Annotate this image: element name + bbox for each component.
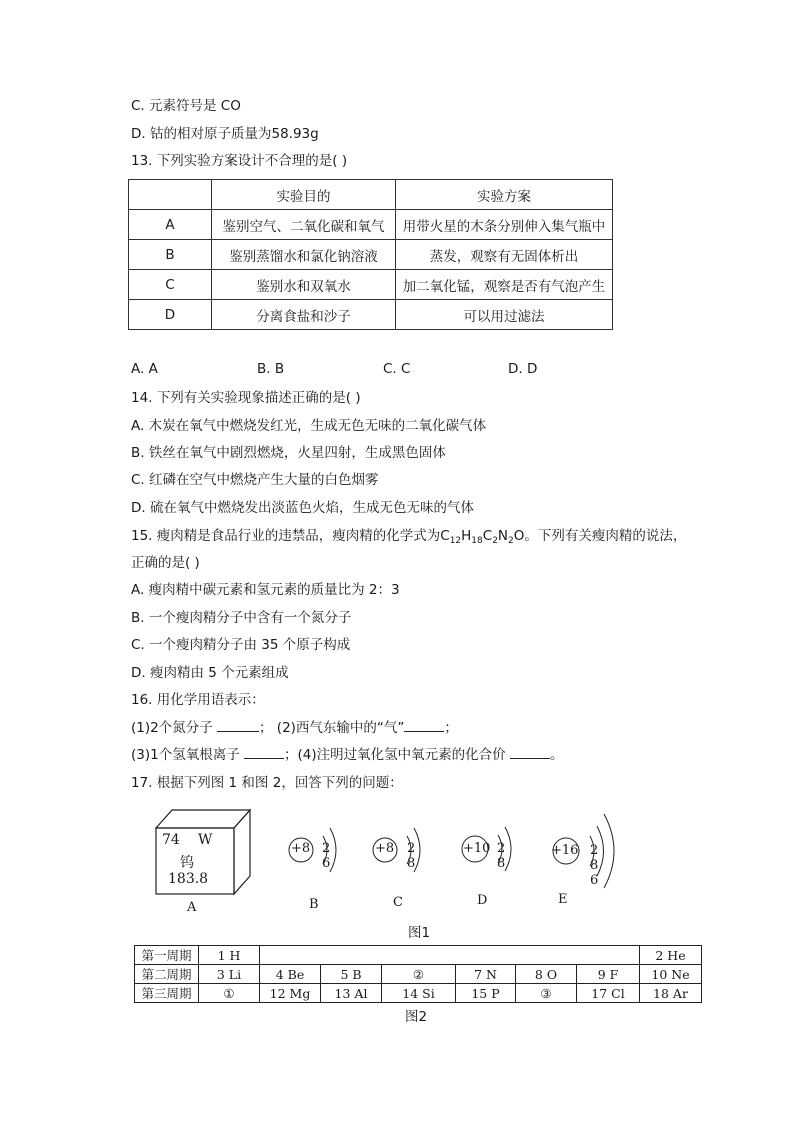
electron-shells: 2 6 [322, 841, 331, 871]
q12-option-d: D. 钴的相对原子质量为58.93g [131, 126, 319, 142]
q14-option-a: A. 木炭在氧气中燃烧发红光，生成无色无味的二氧化碳气体 [131, 418, 487, 434]
table-row [129, 210, 613, 240]
element-cell: 9 F [577, 965, 640, 984]
table-header-cell: 实验方案 [396, 180, 613, 210]
label-e: E [558, 892, 568, 907]
q16-line2: (3)1个氢氧根离子 ；(4)注明过氧化氢中氧元素的化合价 。 [131, 747, 564, 763]
element-cell: 8 O [516, 965, 577, 984]
label-b: B [309, 897, 319, 912]
q17-stem: 17. 根据下列图 1 和图 2，回答下列的问题： [131, 775, 403, 791]
q16-line1: (1)2个氮分子 ； (2)西气东输中的“气” ； [131, 720, 458, 736]
answer-blank[interactable] [217, 719, 259, 732]
element-cell: ③ [516, 984, 577, 1003]
table-cell: 蒸发，观察有无固体析出 [396, 240, 613, 270]
element-cell: ① [199, 984, 260, 1003]
element-name: 钨 [180, 855, 194, 871]
option-a: A. A [131, 361, 158, 377]
element-cell: ② [382, 965, 456, 984]
element-cell: 2 He [640, 946, 702, 965]
table-cell: 鉴别蒸馏水和氯化钠溶液 [212, 240, 396, 270]
electron-shells: 2 8 [497, 841, 506, 871]
element-cell: 12 Mg [260, 984, 321, 1003]
table-row [129, 300, 613, 330]
element-cell: 10 Ne [640, 965, 702, 984]
atomic-mass: 183.8 [168, 871, 209, 887]
q14-option-b: B. 铁丝在氧气中剧烈燃烧，火星四射，生成黑色固体 [131, 445, 446, 461]
q13-stem: 13. 下列实验方案设计不合理的是( ) [131, 153, 348, 169]
q14-option-c: C. 红磷在空气中燃烧产生大量的白色烟雾 [131, 472, 379, 488]
table-row [135, 946, 702, 965]
figure-2-caption: 图2 [405, 1009, 428, 1025]
periodic-table-excerpt [134, 945, 702, 1003]
q14-stem: 14. 下列有关实验现象描述正确的是( ) [131, 390, 361, 406]
q14-option-d: D. 硫在氧气中燃烧发出淡蓝色火焰，生成无色无味的气体 [131, 500, 474, 516]
table-cell: 加二氧化锰，观察是否有气泡产生 [396, 270, 613, 300]
nucleus-charge: +10 [463, 841, 491, 856]
atomic-number: 74 [162, 832, 180, 848]
element-cell: 4 Be [260, 965, 321, 984]
table-row [135, 965, 702, 984]
empty-cell [260, 946, 640, 965]
element-cell: 13 Al [321, 984, 382, 1003]
table-header-cell: 实验目的 [212, 180, 396, 210]
element-cell: 17 Cl [577, 984, 640, 1003]
period-label: 第一周期 [135, 946, 199, 965]
q13-options [131, 361, 651, 379]
table-header-row [129, 180, 613, 210]
element-cell: 18 Ar [640, 984, 702, 1003]
option-b: B. B [257, 361, 285, 377]
element-symbol: W [198, 832, 213, 848]
q16-stem: 16. 用化学用语表示： [131, 692, 265, 708]
figure-1-caption: 图1 [408, 925, 431, 941]
q12-option-c: C. 元素符号是 CO [131, 98, 241, 114]
table-cell: A [129, 210, 212, 240]
table-cell: 分离食盐和沙子 [212, 300, 396, 330]
table-cell: B [129, 240, 212, 270]
q15-option-d: D. 瘦肉精由 5 个元素组成 [131, 665, 289, 681]
period-label: 第三周期 [135, 984, 199, 1003]
q13-experiment-table [128, 179, 613, 330]
table-cell: C [129, 270, 212, 300]
q15-option-c: C. 一个瘦肉精分子由 35 个原子构成 [131, 637, 351, 653]
electron-shells: 2 8 6 [590, 843, 599, 888]
table-cell: 鉴别水和双氧水 [212, 270, 396, 300]
table-cell: 可以用过滤法 [396, 300, 613, 330]
answer-blank[interactable] [404, 719, 444, 732]
table-header-cell [129, 180, 212, 210]
answer-blank[interactable] [244, 746, 284, 759]
q15-option-a: A. 瘦肉精中碳元素和氢元素的质量比为 2：3 [131, 582, 400, 598]
electron-shells: 2 8 [407, 841, 416, 871]
table-cell: 鉴别空气、二氧化碳和氧气 [212, 210, 396, 240]
q15-stem: 15. 瘦肉精是食品行业的违禁品，瘦肉精的化学式为$C_{12}H_{18}C_2N_2O$。下列有关瘦肉精的说法， [131, 528, 687, 546]
label-c: C [393, 895, 403, 910]
option-c: C. C [383, 361, 411, 377]
table-row [129, 270, 613, 300]
nucleus-charge: +8 [291, 841, 311, 856]
table-cell: 用带火星的木条分别伸入集气瓶中 [396, 210, 613, 240]
element-cell: 7 N [456, 965, 516, 984]
table-row [129, 240, 613, 270]
element-cell: 15 P [456, 984, 516, 1003]
q15-stem-line2: 正确的是( ) [131, 555, 200, 571]
answer-blank[interactable] [510, 746, 550, 759]
label-a: A [187, 900, 197, 915]
option-d: D. D [508, 361, 538, 377]
label-d: D [477, 893, 488, 908]
q15-option-b: B. 一个瘦肉精分子中含有一个氮分子 [131, 610, 352, 626]
period-label: 第二周期 [135, 965, 199, 984]
element-cell: 3 Li [199, 965, 260, 984]
element-cell: 5 B [321, 965, 382, 984]
nucleus-charge: +16 [551, 843, 579, 858]
element-cell: 14 Si [382, 984, 456, 1003]
table-cell: D [129, 300, 212, 330]
nucleus-charge: +8 [375, 841, 395, 856]
element-cell: 1 H [199, 946, 260, 965]
table-row [135, 984, 702, 1003]
